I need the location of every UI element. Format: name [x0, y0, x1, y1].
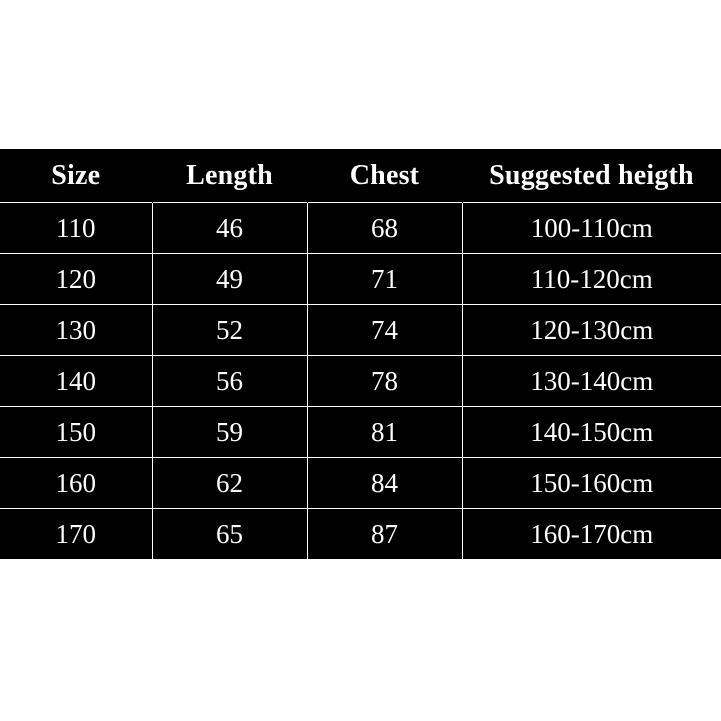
cell-suggested-height: 100-110cm — [462, 203, 721, 254]
column-header-length: Length — [152, 149, 307, 203]
cell-length: 62 — [152, 458, 307, 509]
cell-chest: 71 — [307, 254, 462, 305]
cell-suggested-height: 140-150cm — [462, 407, 721, 458]
cell-chest: 78 — [307, 356, 462, 407]
table-row — [0, 254, 721, 305]
cell-size: 130 — [0, 305, 152, 356]
cell-chest: 81 — [307, 407, 462, 458]
table-row — [0, 509, 721, 560]
cell-length: 56 — [152, 356, 307, 407]
cell-size: 150 — [0, 407, 152, 458]
cell-length: 52 — [152, 305, 307, 356]
table-row — [0, 203, 721, 254]
size-chart — [0, 149, 721, 559]
cell-chest: 68 — [307, 203, 462, 254]
cell-suggested-height: 130-140cm — [462, 356, 721, 407]
cell-size: 160 — [0, 458, 152, 509]
table-header — [0, 149, 721, 203]
cell-length: 65 — [152, 509, 307, 560]
column-header-chest: Chest — [307, 149, 462, 203]
column-header-suggested-height: Suggested heigth — [462, 149, 721, 203]
cell-chest: 87 — [307, 509, 462, 560]
table-row — [0, 305, 721, 356]
cell-size: 140 — [0, 356, 152, 407]
column-header-size: Size — [0, 149, 152, 203]
cell-length: 49 — [152, 254, 307, 305]
cell-size: 120 — [0, 254, 152, 305]
cell-chest: 84 — [307, 458, 462, 509]
size-table — [0, 149, 721, 559]
table-body — [0, 203, 721, 560]
table-header-row — [0, 149, 721, 203]
table-row — [0, 407, 721, 458]
cell-suggested-height: 150-160cm — [462, 458, 721, 509]
table-row — [0, 458, 721, 509]
cell-suggested-height: 120-130cm — [462, 305, 721, 356]
table-row — [0, 356, 721, 407]
cell-suggested-height: 160-170cm — [462, 509, 721, 560]
cell-suggested-height: 110-120cm — [462, 254, 721, 305]
cell-chest: 74 — [307, 305, 462, 356]
cell-size: 170 — [0, 509, 152, 560]
cell-length: 46 — [152, 203, 307, 254]
cell-length: 59 — [152, 407, 307, 458]
cell-size: 110 — [0, 203, 152, 254]
